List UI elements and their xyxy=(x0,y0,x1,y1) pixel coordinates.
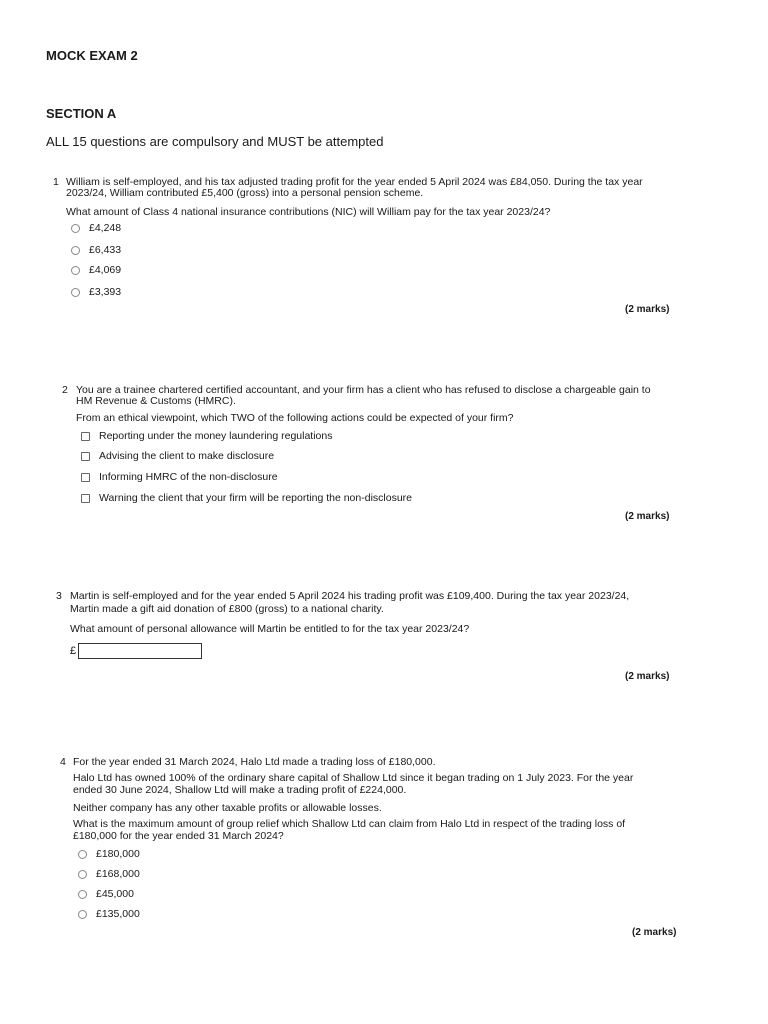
checkbox-icon[interactable] xyxy=(81,473,90,482)
answer-option[interactable] xyxy=(81,471,278,483)
radio-button-icon[interactable] xyxy=(78,910,87,919)
question-text-line: William is self-employed, and his tax adjusted trading profit for the year ended 5 April 2024 was £84,050. During the tax year xyxy=(66,176,643,188)
marks-label: (2 marks) xyxy=(625,511,670,522)
option-label: £168,000 xyxy=(96,868,140,880)
marks-label: (2 marks) xyxy=(625,304,670,315)
question-text-line: For the year ended 31 March 2024, Halo Ltd made a trading loss of £180,000. xyxy=(73,756,436,768)
answer-option[interactable] xyxy=(81,430,333,442)
question-text-line: 2023/24, William contributed £5,400 (gross) into a personal pension scheme. xyxy=(66,187,424,199)
marks-label: (2 marks) xyxy=(632,927,677,938)
radio-button-icon[interactable] xyxy=(71,246,80,255)
checkbox-icon[interactable] xyxy=(81,494,90,503)
question-number: 2 xyxy=(62,384,68,396)
radio-button-icon[interactable] xyxy=(71,224,80,233)
radio-button-icon[interactable] xyxy=(78,850,87,859)
section-title: SECTION A xyxy=(46,106,117,121)
question-text-line: Martin is self-employed and for the year ended 5 April 2024 his trading profit was £109,400. During the tax year 2023/24, xyxy=(70,590,630,602)
question-3 xyxy=(56,590,746,640)
question-4 xyxy=(60,756,740,846)
question-number: 4 xyxy=(60,756,66,768)
answer-option[interactable] xyxy=(71,222,121,234)
question-2 xyxy=(62,384,742,424)
answer-field xyxy=(70,643,202,659)
exam-title: MOCK EXAM 2 xyxy=(46,48,138,63)
option-label: £180,000 xyxy=(96,848,140,860)
answer-option[interactable] xyxy=(71,286,121,298)
marks-label: (2 marks) xyxy=(625,671,670,682)
option-label: £3,393 xyxy=(89,286,122,298)
question-number: 1 xyxy=(53,176,59,188)
option-label: Informing HMRC of the non-disclosure xyxy=(99,471,278,483)
question-prompt: From an ethical viewpoint, which TWO of the following actions could be expected of your firm? xyxy=(76,412,514,424)
answer-option[interactable] xyxy=(78,868,140,880)
question-prompt: What amount of personal allowance will Martin be entitled to for the tax year 2023/24? xyxy=(70,623,470,635)
question-text-line: You are a trainee chartered certified accountant, and your firm has a client who has refused to disclose a chargeable gain to xyxy=(76,384,651,396)
question-text-line: What is the maximum amount of group relief which Shallow Ltd can claim from Halo Ltd in respect of the trading loss of xyxy=(73,818,626,830)
currency-prefix: £ xyxy=(70,645,77,657)
answer-input[interactable] xyxy=(78,643,202,659)
answer-option[interactable] xyxy=(78,908,140,920)
instructions: ALL 15 questions are compulsory and MUST be attempted xyxy=(46,134,384,149)
answer-option[interactable] xyxy=(71,264,121,276)
option-label: £4,069 xyxy=(89,264,122,276)
question-text-line: Martin made a gift aid donation of £800 (gross) to a national charity. xyxy=(70,603,384,615)
option-label: £6,433 xyxy=(89,244,122,256)
question-text-line: Neither company has any other taxable profits or allowable losses. xyxy=(73,802,382,814)
question-number: 3 xyxy=(56,590,62,602)
question-prompt: What amount of Class 4 national insurance contributions (NIC) will William pay for the tax year 2023/24? xyxy=(66,206,551,218)
question-text-line: HM Revenue & Customs (HMRC). xyxy=(76,395,236,407)
checkbox-icon[interactable] xyxy=(81,452,90,461)
radio-button-icon[interactable] xyxy=(78,890,87,899)
option-label: £4,248 xyxy=(89,222,122,234)
radio-button-icon[interactable] xyxy=(78,870,87,879)
question-text-line: ended 30 June 2024, Shallow Ltd will make a trading profit of £224,000. xyxy=(73,784,407,796)
question-prompt: £180,000 for the year ended 31 March 2024? xyxy=(73,830,284,842)
option-label: Advising the client to make disclosure xyxy=(99,450,275,462)
answer-option[interactable] xyxy=(81,492,412,504)
question-text-line: Halo Ltd has owned 100% of the ordinary share capital of Shallow Ltd since it began trading on 1 July 2023. For the year xyxy=(73,772,634,784)
answer-option[interactable] xyxy=(71,244,121,256)
radio-button-icon[interactable] xyxy=(71,288,80,297)
question-1 xyxy=(53,176,733,306)
option-label: £135,000 xyxy=(96,908,140,920)
option-label: Warning the client that your firm will be reporting the non-disclosure xyxy=(99,492,413,504)
answer-option[interactable] xyxy=(81,450,274,462)
checkbox-icon[interactable] xyxy=(81,432,90,441)
answer-option[interactable] xyxy=(78,888,134,900)
option-label: £45,000 xyxy=(96,888,134,900)
option-label: Reporting under the money laundering regulations xyxy=(99,430,333,442)
radio-button-icon[interactable] xyxy=(71,266,80,275)
answer-option[interactable] xyxy=(78,848,140,860)
